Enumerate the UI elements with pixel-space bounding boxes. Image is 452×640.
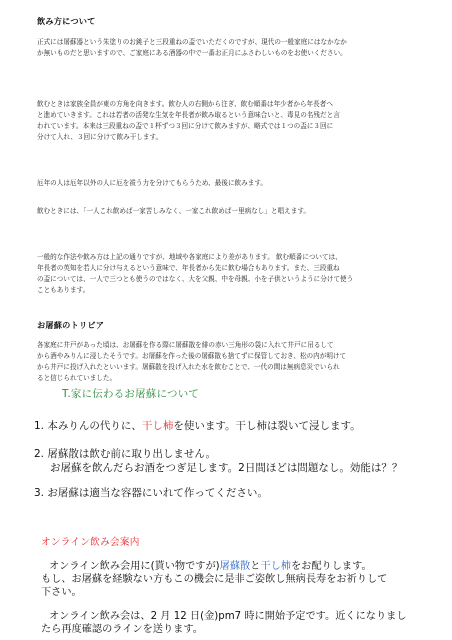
- highlight-hoshigaki: 干し柿: [141, 420, 174, 432]
- paragraph-line: 年長者の英知を若人に分け与えるという意味で、年長者から先に飲む場合もあります。また、三段重ね: [37, 264, 340, 272]
- paragraph-line: か無いものだと思いますので、ご家庭にある酒器の中で一番お正月にふさわしいものをお使いください。: [37, 49, 347, 57]
- paragraph-line: ると信じられていました。: [37, 374, 117, 382]
- paragraph-line: 下さい。: [41, 587, 82, 598]
- paragraph-line: 正式には屠蘇器という朱塗りのお銚子と三段重ねの盃でいただくのですが、現代の一般家庭にはなかなか: [37, 38, 347, 46]
- paragraph-yakudoshi: [37, 178, 267, 189]
- paragraph-line: 飲むときには、「一人これ飲めば一家苦しみなく、一家これ飲めば一里病なし」と唱えます。: [37, 207, 310, 215]
- paragraph-line: から井戸に投げ入れたといいます。屠蘇散を投げ入れた水を飲むことで、一代の間は無病息災でいられ: [37, 363, 340, 371]
- section-heading-online-party: オンライン飲み会案内: [41, 537, 140, 548]
- text-run: オンライン飲み会用に(貰い物ですが): [49, 561, 220, 572]
- list-item-line: 2. 屠蘇散は飲む前に取り出しません。: [34, 448, 216, 460]
- paragraph-line: 厄年の人は厄年以外の人に厄を祓う力を分けてもらうため、最後に飲みます。: [37, 179, 267, 187]
- section-heading-family-toso: T.家に伝わるお屠蘇について: [62, 388, 200, 400]
- list-item-text: 1. 本みりんの代りに、: [34, 420, 142, 432]
- paragraph-line: 各家庭に井戸があった頃は、お屠蘇を作る際に屠蘇散を緋の赤い三角形の袋に入れて井戸に吊るして: [37, 341, 334, 349]
- paragraph-line: の盃については、一人で三つとも使うのではなく、大を父親、中を母親、小を子供というように分けて使う: [37, 275, 354, 283]
- highlight-tososan: 屠蘇散: [219, 561, 251, 572]
- list-item-text: を使います。干し柿は裂いて浸します。: [173, 420, 361, 432]
- paragraph-trivia: [37, 340, 346, 384]
- list-item-line: 3. お屠蘇は適当な容器にいれて作ってください。: [34, 487, 268, 499]
- paragraph-line: 分けて入れ、３回に分けて飲み干します。: [37, 133, 163, 141]
- paragraph-line: [41, 560, 387, 573]
- paragraph-chant: [37, 206, 310, 217]
- list-item-line: お屠蘇を飲んだらお酒をつぎ足します。2日間ほどは問題なし。効能は？？: [50, 462, 403, 474]
- paragraph-online-schedule: [41, 610, 407, 636]
- section-heading-trivia: お屠蘇のトリビア: [37, 320, 105, 330]
- paragraph-line: と進めていきます。これは若者の活発な生気を年長者が飲み取るという意味合いと、毒見の名残だと言: [37, 111, 340, 119]
- text-run: をお配りします。: [290, 561, 372, 572]
- paragraph-formal-vessel: [37, 37, 347, 59]
- section-heading-drinking-method: 飲み方について: [37, 16, 96, 26]
- paragraph-line: から酒やみりんに浸したそうです。お屠蘇を作った後の屠蘇散も捨てずに保管しておき、松の内が明けて: [37, 352, 347, 360]
- paragraph-line: たら再度確認のラインを送ります。: [41, 624, 203, 635]
- highlight-hoshigaki: 干し柿: [260, 561, 291, 572]
- list-item-1: [34, 419, 361, 433]
- paragraph-line: オンライン飲み会は、2 月 12 日(金)pm7 時に開始予定です。近くになりまし: [49, 611, 407, 622]
- paragraph-drinking-order: [37, 99, 340, 143]
- list-item-3: [34, 486, 268, 500]
- text-run: と: [250, 561, 261, 572]
- paragraph-online-invite: [41, 560, 387, 599]
- paragraph-general-custom: [37, 252, 353, 296]
- paragraph-line: こともあります。: [37, 286, 90, 294]
- paragraph-line: もし、お屠蘇を経験ない方もこの機会に是非ご姿飲し無病長寿をお祈りして: [41, 574, 388, 585]
- list-item-2: [34, 447, 402, 475]
- paragraph-line: われています。本来は三段重ねの盃で１杯ずつ３回に分けて飲みますが、略式では１つの盃に３回に: [37, 122, 334, 130]
- paragraph-line: 飲むときは家族全員が東の方角を向きます。飲む人の右側から注ぎ、飲む順番は年少者から年長者へ: [37, 100, 333, 108]
- paragraph-line: 一般的な作法や飲み方は上記の通りですが、地域や各家庭により差があります。 飲む順番については、: [37, 253, 342, 261]
